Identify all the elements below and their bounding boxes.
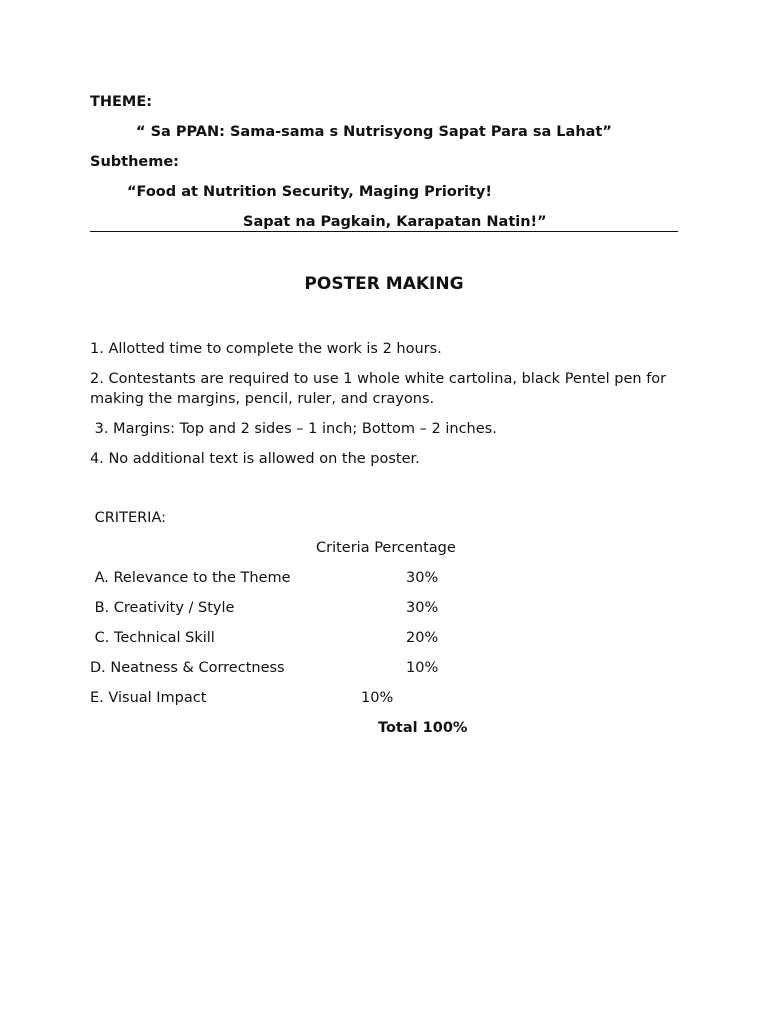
theme-text: “ Sa PPAN: Sama-sama s Nutrisyong Sapat Para sa Lahat” — [136, 124, 612, 140]
rule-item-3: 3. Margins: Top and 2 sides – 1 inch; Bottom – 2 inches. — [90, 421, 497, 437]
theme-label: THEME: — [90, 94, 153, 110]
criteria-name-e: E. Visual Impact — [90, 690, 207, 706]
criteria-name-b: B. Creativity / Style — [90, 600, 235, 616]
criteria-header: Criteria Percentage — [316, 540, 456, 556]
header-divider — [90, 231, 678, 232]
criteria-percent-c: 20% — [406, 630, 439, 646]
criteria-total: Total 100% — [378, 720, 468, 736]
rule-item-1: 1. Allotted time to complete the work is 2 hours. — [90, 341, 442, 357]
criteria-name-c: C. Technical Skill — [90, 630, 215, 646]
page-title: POSTER MAKING — [304, 274, 464, 294]
criteria-label: CRITERIA: — [90, 510, 167, 526]
rule-item-4: 4. No additional text is allowed on the poster. — [90, 451, 420, 467]
criteria-percent-a: 30% — [406, 570, 439, 586]
criteria-name-d: D. Neatness & Correctness — [90, 660, 285, 676]
subtheme-line-2: Sapat na Pagkain, Karapatan Natin!” — [243, 214, 547, 230]
subtheme-label: Subtheme: — [90, 154, 179, 170]
rule-item-2: 2. Contestants are required to use 1 whole white cartolina, black Pentel pen for making the margins, pencil, ruler, and crayons. — [90, 371, 667, 407]
criteria-percent-d: 10% — [406, 660, 439, 676]
criteria-percent-e: 10% — [361, 690, 394, 706]
criteria-percent-b: 30% — [406, 600, 439, 616]
criteria-name-a: A. Relevance to the Theme — [90, 570, 291, 586]
subtheme-line-1: “Food at Nutrition Security, Maging Priority! — [127, 184, 492, 200]
